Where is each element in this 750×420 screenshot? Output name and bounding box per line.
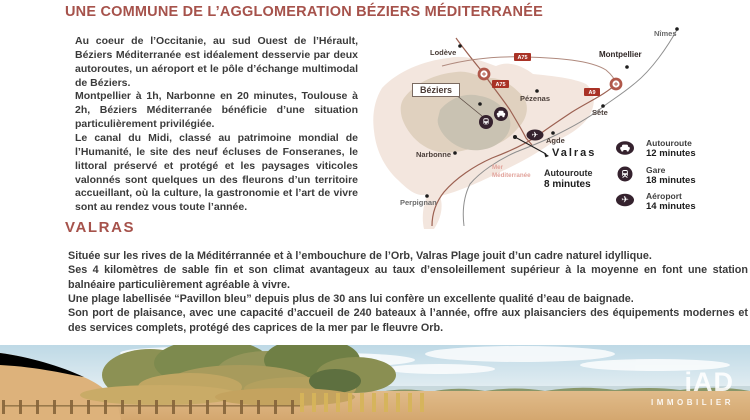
beach-photo [0, 345, 750, 420]
road-sign-a9 [584, 88, 600, 96]
intro-paragraph: Le canal du Midi, classé au patrimoine mondial de l’Humanité, le site des neuf écluses de Fonseranes, le littoral préservé et protégé et les paysages viticoles valonnés sont quelques un des fleurons d’un territoire accueillant, où la culture, la gastronomie et l’art de vivre sont au rendez vous toute l’année. [75, 132, 358, 214]
city-label-lodeve: Lodève [430, 48, 457, 57]
city-label-nimes: Nîmes [654, 29, 677, 38]
page-title: UNE COMMUNE DE L’AGGLOMERATION BÉZIERS MÉDITERRANÉE [65, 4, 543, 20]
svg-text:✈: ✈ [531, 130, 539, 140]
svg-text:A9: A9 [588, 90, 596, 96]
valras-paragraph: Située sur les rives de la Méditérrannée et à l’embouchure de l’Orb, Valras Plage jouit d’un cadre naturel idyllique. [68, 250, 652, 262]
plane-icon [527, 130, 544, 141]
region-map [368, 26, 750, 238]
valras-heading: VALRAS [65, 219, 136, 236]
iad-logo-subtext: IMMOBILIER [651, 398, 734, 407]
valras-paragraph: Son port de plaisance, avec une capacité d’accueil de 240 bateaux à l’année, offre aux plaisanciers des équipements modernes et des services complets, protégé des caprices de la mer par le fleuvre Orb. [68, 307, 748, 334]
sea-label: Mer Méditerranée [492, 164, 531, 179]
road-sign-a75-mid [492, 80, 509, 88]
intro-paragraphs [75, 35, 358, 215]
interchange-icon [611, 79, 621, 89]
valras-map-label: Valras [552, 147, 597, 159]
city-label-agde: Agde [546, 136, 565, 145]
interchange-icon [479, 69, 489, 79]
beziers-label-box: Béziers [412, 83, 460, 97]
city-label-montpellier: Montpellier [599, 50, 642, 59]
valras-paragraphs [68, 249, 748, 335]
city-label-perpignan: Perpignan [400, 198, 437, 207]
legend-item-gare: Gare 18 minutes [646, 165, 696, 187]
valras-paragraph: Ses 4 kilomètres de sable fin et son climat avantageux au taux d’ensoleillement supérieur à la moyenne en font une station balnéaire particulièrement agréable à vivre. [68, 264, 748, 291]
fence-posts [2, 400, 307, 414]
train-icon [479, 115, 493, 129]
city-label-pezenas: Pézenas [520, 94, 551, 103]
iad-immobilier-logo [651, 369, 734, 407]
svg-text:A75: A75 [517, 55, 528, 61]
road-sign-a75-top [514, 53, 531, 61]
legend-item-autoroute: Autouroute 12 minutes [646, 138, 696, 160]
city-label-sete: Sète [592, 108, 608, 117]
legend-item-aeroport: Aéroport 14 minutes [646, 191, 696, 213]
iad-logo-text: iAD [684, 367, 734, 397]
city-label-narbonne: Narbonne [416, 150, 452, 159]
intro-paragraph: Montpellier à 1h, Narbonne en 20 minutes, Toulouse à 2h, Béziers Méditerranée bénéficie d’une situation particulièrement privilégiée. [75, 90, 358, 131]
svg-text:✈: ✈ [621, 195, 629, 206]
car-icon [494, 107, 508, 121]
fence-posts-yellow [300, 393, 432, 412]
svg-text:A75: A75 [495, 82, 506, 88]
valras-paragraph: Une plage labellisée “Pavillon bleu” depuis plus de 30 ans lui confère un excellente qualité d’eau de baignade. [68, 293, 634, 306]
intro-paragraph: Au coeur de l’Occitanie, au sud Ouest de l’Hérault, Béziers Méditerranée est idéalement desservie par deux autoroutes, un aéroport et le pôle d’échange multimodal de Béziers. [75, 35, 358, 89]
map-highlight-autoroute: Autouroute 8 minutes [544, 168, 593, 190]
